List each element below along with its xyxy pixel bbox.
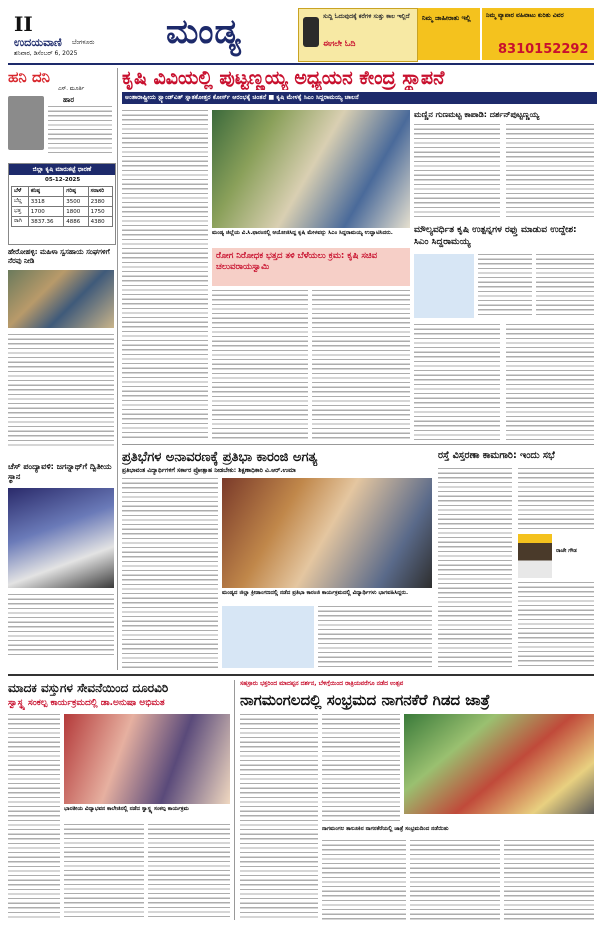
story-herohalli-title: ಹೇರೋಹಳ್ಳಿ: ಮಹಿಳಾ ಸ್ವಸಹಾಯ ಸಂಘಗಳಿಗೆ ನೆರವು ನೀಡಿ — [8, 248, 110, 265]
value-added-text-b — [536, 254, 594, 318]
market-rates-cell: 4380 — [88, 217, 112, 227]
story-herohalli-text — [8, 334, 114, 446]
market-rates-cell: 3318 — [28, 197, 64, 207]
market-rates-cell: 4886 — [64, 217, 88, 227]
story-chess-text — [8, 594, 114, 658]
bottom-left-photo — [64, 714, 230, 804]
lead-headline: ಕೃಷಿ ವಿವಿಯಲ್ಲಿ ಪುಟ್ಟಣ್ಣಯ್ಯ ಅಧ್ಯಯನ ಕೇಂದ್ರ ಸ್ಥಾಪನೆ — [122, 67, 445, 89]
bottom-left-body-b — [64, 824, 144, 920]
advert-phone: 8310152292 — [498, 42, 589, 57]
brand-author: ಎಸ್. ಮೂರ್ತಿ — [58, 86, 85, 92]
market-rates-title: ಜಿಲ್ಲಾ ಕೃಷಿ ಮಾರುಕಟ್ಟೆ ಧಾರಣೆ — [9, 164, 115, 175]
market-rates-cell: 3500 — [64, 197, 88, 207]
paper-name: ಉದಯವಾಣಿ — [14, 36, 62, 49]
road-body-c — [518, 582, 594, 668]
market-rates-row — [12, 197, 113, 207]
market-rates-cell: ಬೆಲ್ಲ — [12, 197, 29, 207]
left-column-divider — [117, 68, 118, 670]
bottom-right-body-c — [322, 840, 406, 920]
lead-bottom-rule — [122, 444, 594, 445]
market-rates-header — [12, 187, 113, 197]
talent-body-col1 — [122, 478, 218, 668]
page-number: II — [14, 12, 33, 36]
bottom-right-body-d — [410, 840, 500, 920]
bottom-left-body-a — [8, 714, 60, 920]
bottom-left-headline: ಮಾದಕ ವಸ್ತುಗಳ ಸೇವನೆಯಿಂದ ದೂರವಿರಿ — [8, 681, 169, 695]
talent-headline: ಪ್ರತಿಭೆಗಳ ಅನಾವರಣಕ್ಕೆ ಪ್ರತಿಭಾ ಕಾರಂಜಿ ಅಗತ್ಯ — [122, 450, 318, 465]
lead-photo-caption: ಮಂಡ್ಯ ಜಿಲ್ಲೆಯ ವಿ.ಸಿ.ಫಾರಂನಲ್ಲಿ ಆಯೋಜಿಸಿದ್ದ ಕೃಷಿ ಮೇಳವನ್ನು ಸಿಎಂ ಸಿದ್ದರಾಮಯ್ಯ ಉದ್ಘಾಟಿಸಿದರು. — [212, 230, 393, 236]
value-added-text-d — [506, 324, 594, 440]
market-rates-cell: ಸರಾಸರಿ — [88, 187, 112, 197]
market-rates-cell: 1800 — [64, 207, 88, 217]
market-rates-cell: ಭತ್ತ — [12, 207, 29, 217]
poem-title: ಹಾರ — [63, 96, 75, 104]
story-herohalli-photo — [8, 270, 114, 328]
lead-sidebar-text-a — [414, 124, 500, 220]
red-box-text: ರೋಗ ನಿರೋಧಕ ಭತ್ತದ ತಳಿ ಬೆಳೆಯಲು ಕ್ರಮ: ಕೃಷಿ ಸಚಿವ ಚಲುವರಾಯಸ್ವಾಮಿ — [216, 251, 378, 272]
market-rates-cell: ಕನಿಷ್ಠ — [28, 187, 64, 197]
value-added-box — [414, 254, 474, 318]
story-chess — [8, 462, 114, 662]
advert-box-2-text: ನಿಮ್ಮ ಜಾಹೀರಾತು ಇಲ್ಲಿ — [422, 14, 471, 22]
bottom-right-headline: ನಾಗಮಂಗಲದಲ್ಲಿ ಸಂಭ್ರಮದ ನಾಗನಕೆರೆ ಗಿಡದ ಜಾತ್ರೆ — [240, 691, 490, 709]
talent-body-col3 — [318, 606, 432, 668]
brand-logo: ಹನಿ ದನಿ — [8, 68, 50, 86]
phone-icon — [303, 17, 319, 47]
value-added-story — [414, 224, 594, 440]
bottom-right-kicker: ಸಹಸ್ರಾರು ಭಕ್ತರಿಂದ ಮಾದಪ್ಪನ ದರ್ಶನ, ಬೆಳಿಗ್ಗೆಯಿಂದ ರಾತ್ರಿಯವರೆಗೂ ನಡೆದ ಉತ್ಸವ — [240, 680, 404, 687]
story-chess-title: ಚೆಸ್ ಪಂದ್ಯಾವಳಿ: ಜಗನ್ನಾಥ್‌ಗೆ ದ್ವಿತೀಯ ಸ್ಥಾನ — [8, 462, 112, 481]
bottom-right-photo — [404, 714, 594, 814]
value-added-title: ಮೌಲ್ಯವರ್ಧಿತ ಕೃಷಿ ಉತ್ಪನ್ನಗಳ ರಫ್ತು ಮಾಡುವ ಉದ್ದೇಶ: ಸಿಎಂ ಸಿದ್ದರಾಮಯ್ಯ — [414, 225, 577, 247]
masthead — [0, 0, 600, 62]
date-line: ಶನಿವಾರ, ಡಿಸೆಂಬರ್ 6, 2025 — [14, 50, 78, 57]
bottom-right-caption: ನಾಗಮಂಗಲ ತಾಲೂಕಿನ ನಾಗನಕೆರೆಯಲ್ಲಿ ಜಾತ್ರೆ ಸಂಭ್ರಮದಿಂದ ನಡೆಯಿತು — [322, 826, 449, 832]
market-rates-cell: 1750 — [88, 207, 112, 217]
market-rates-cell: ಗರಿಷ್ಠ — [64, 187, 88, 197]
hani-dani-block — [8, 68, 114, 160]
advert-news-app-cta: ಈಗಲೇ ಓದಿ — [323, 39, 356, 48]
poem-text — [48, 106, 112, 156]
edition-title: ಮಂಡ್ಯ — [166, 12, 242, 52]
advert-news-app-text: ಸುದ್ದಿ ಓದುವುದಕ್ಕೆ ಕರೆಗಳಿ ಸುತ್ತು ಕಾಲ ಇಲ್ಲಿದೆ — [323, 13, 410, 20]
talent-info-box — [222, 606, 314, 668]
market-rates-cell: ರಾಗಿ — [12, 217, 29, 227]
market-rates-row — [12, 217, 113, 227]
market-rates-cell: 3837.36 — [28, 217, 64, 227]
road-body-a — [438, 468, 512, 668]
lead-body-col2 — [212, 290, 308, 440]
bottom-left-body-c — [148, 824, 230, 920]
road-headline: ರಸ್ತೆ ವಿಸ್ತರಣಾ ಕಾಮಗಾರಿ: ಇಂದು ಸಭೆ — [438, 450, 555, 461]
value-added-text-a — [478, 254, 532, 318]
lead-body-col3 — [312, 290, 410, 440]
paper-city: ಬೆಂಗಳೂರು — [72, 39, 95, 46]
road-body-b — [518, 468, 594, 530]
market-rates-table — [11, 186, 113, 227]
bottom-right-body-e — [504, 840, 594, 920]
road-person-name: ರಾಜೇ ಗೌಡ — [556, 548, 577, 554]
advert-box-2[interactable] — [418, 8, 480, 60]
story-herohalli — [8, 248, 114, 448]
lead-body-col1 — [122, 110, 208, 440]
bottom-divider — [234, 680, 235, 920]
bottom-left-caption: ಭಾರತೀಯ ವಿದ್ಯಾಭವನ ಕಾಲೇಜಿನಲ್ಲಿ ನಡೆದ ಸ್ವಾಸ್ಥ್ಯ ಸಂಕಲ್ಪ ಕಾರ್ಯಕ್ರಮ — [64, 806, 189, 812]
advert-box-3-text: ನಿಮ್ಮ ವ್ಯಾಪಾರ ವಹಿವಾಟು ಕುರಿತು ವಿವರ — [486, 12, 564, 19]
story-chess-photo — [8, 488, 114, 588]
advert-box-3[interactable] — [482, 8, 594, 60]
value-added-text-c — [414, 324, 500, 440]
talent-photo-caption: ಮಂಡ್ಯದ ಜಿಲ್ಲಾ ಕ್ರೀಡಾಂಗಣದಲ್ಲಿ ನಡೆದ ಪ್ರತಿಭಾ ಕಾರಂಜಿ ಕಾರ್ಯಕ್ರಮದಲ್ಲಿ ವಿದ್ಯಾರ್ಥಿಗಳು ಭಾಗವಹಿಸಿದ್ದರು. — [222, 590, 409, 596]
talent-subheadline: ಪ್ರತಿಭಾವಂತ ವಿದ್ಯಾರ್ಥಿಗಳಿಗೆ ಸರ್ಕಾರ ಪ್ರೋತ್ಸಾಹ ನೀಡಬೇಕು: ಶಿಕ್ಷಣಾಧಿಕಾರಿ ವಿ.ಆರ್.ಉಮಾ — [122, 467, 296, 474]
poet-photo — [8, 96, 44, 150]
market-rates-box — [8, 163, 116, 245]
bottom-section-rule — [8, 674, 594, 676]
market-rates-row — [12, 207, 113, 217]
lead-subheadline: ಅಂತಾರಾಷ್ಟ್ರೀಯ ಸ್ಟ್ಯಾಂಡ್‌ವಿತ್ ಸ್ನಾತಕೋತ್ತರ ಕೋರ್ಸ್ ಆರಂಭಕ್ಕೆ ಚಿಂತನೆ ■ ಕೃಷಿ ಮೇಳಕ್ಕೆ ಸಿಎಂ ಸಿದ್ದರಾಮಯ್ಯ ಚಾಲನೆ — [122, 92, 597, 104]
market-rates-cell: ಬೆಳೆ — [12, 187, 29, 197]
red-box — [212, 248, 410, 286]
lead-sidebar-title: ಮಣ್ಣಿನ ಗುಣಮಟ್ಟ ಕಾಪಾಡಿ: ದರ್ಶನ್‌ಪುಟ್ಟಣ್ಣಯ್ಯ — [414, 110, 540, 119]
talent-photo — [222, 478, 432, 588]
bottom-right-body-a — [240, 714, 318, 920]
lead-sidebar-text-b — [506, 124, 594, 220]
market-rates-date: 05-12-2025 — [45, 177, 81, 183]
bottom-left-subheadline: ಸ್ವಾಸ್ಥ್ಯ ಸಂಕಲ್ಪ ಕಾರ್ಯಕ್ರಮದಲ್ಲಿ ಡಾ.ಅನುಷಾ ಅಭಿಮತ — [8, 698, 165, 708]
market-rates-cell: 1700 — [28, 207, 64, 217]
road-person-photo — [518, 534, 552, 578]
market-rates-cell: 2380 — [88, 197, 112, 207]
bottom-right-body-b — [322, 714, 400, 824]
lead-photo — [212, 110, 410, 228]
lead-sidebar — [414, 110, 594, 220]
advert-news-app[interactable] — [298, 8, 418, 62]
masthead-rule — [8, 63, 594, 65]
